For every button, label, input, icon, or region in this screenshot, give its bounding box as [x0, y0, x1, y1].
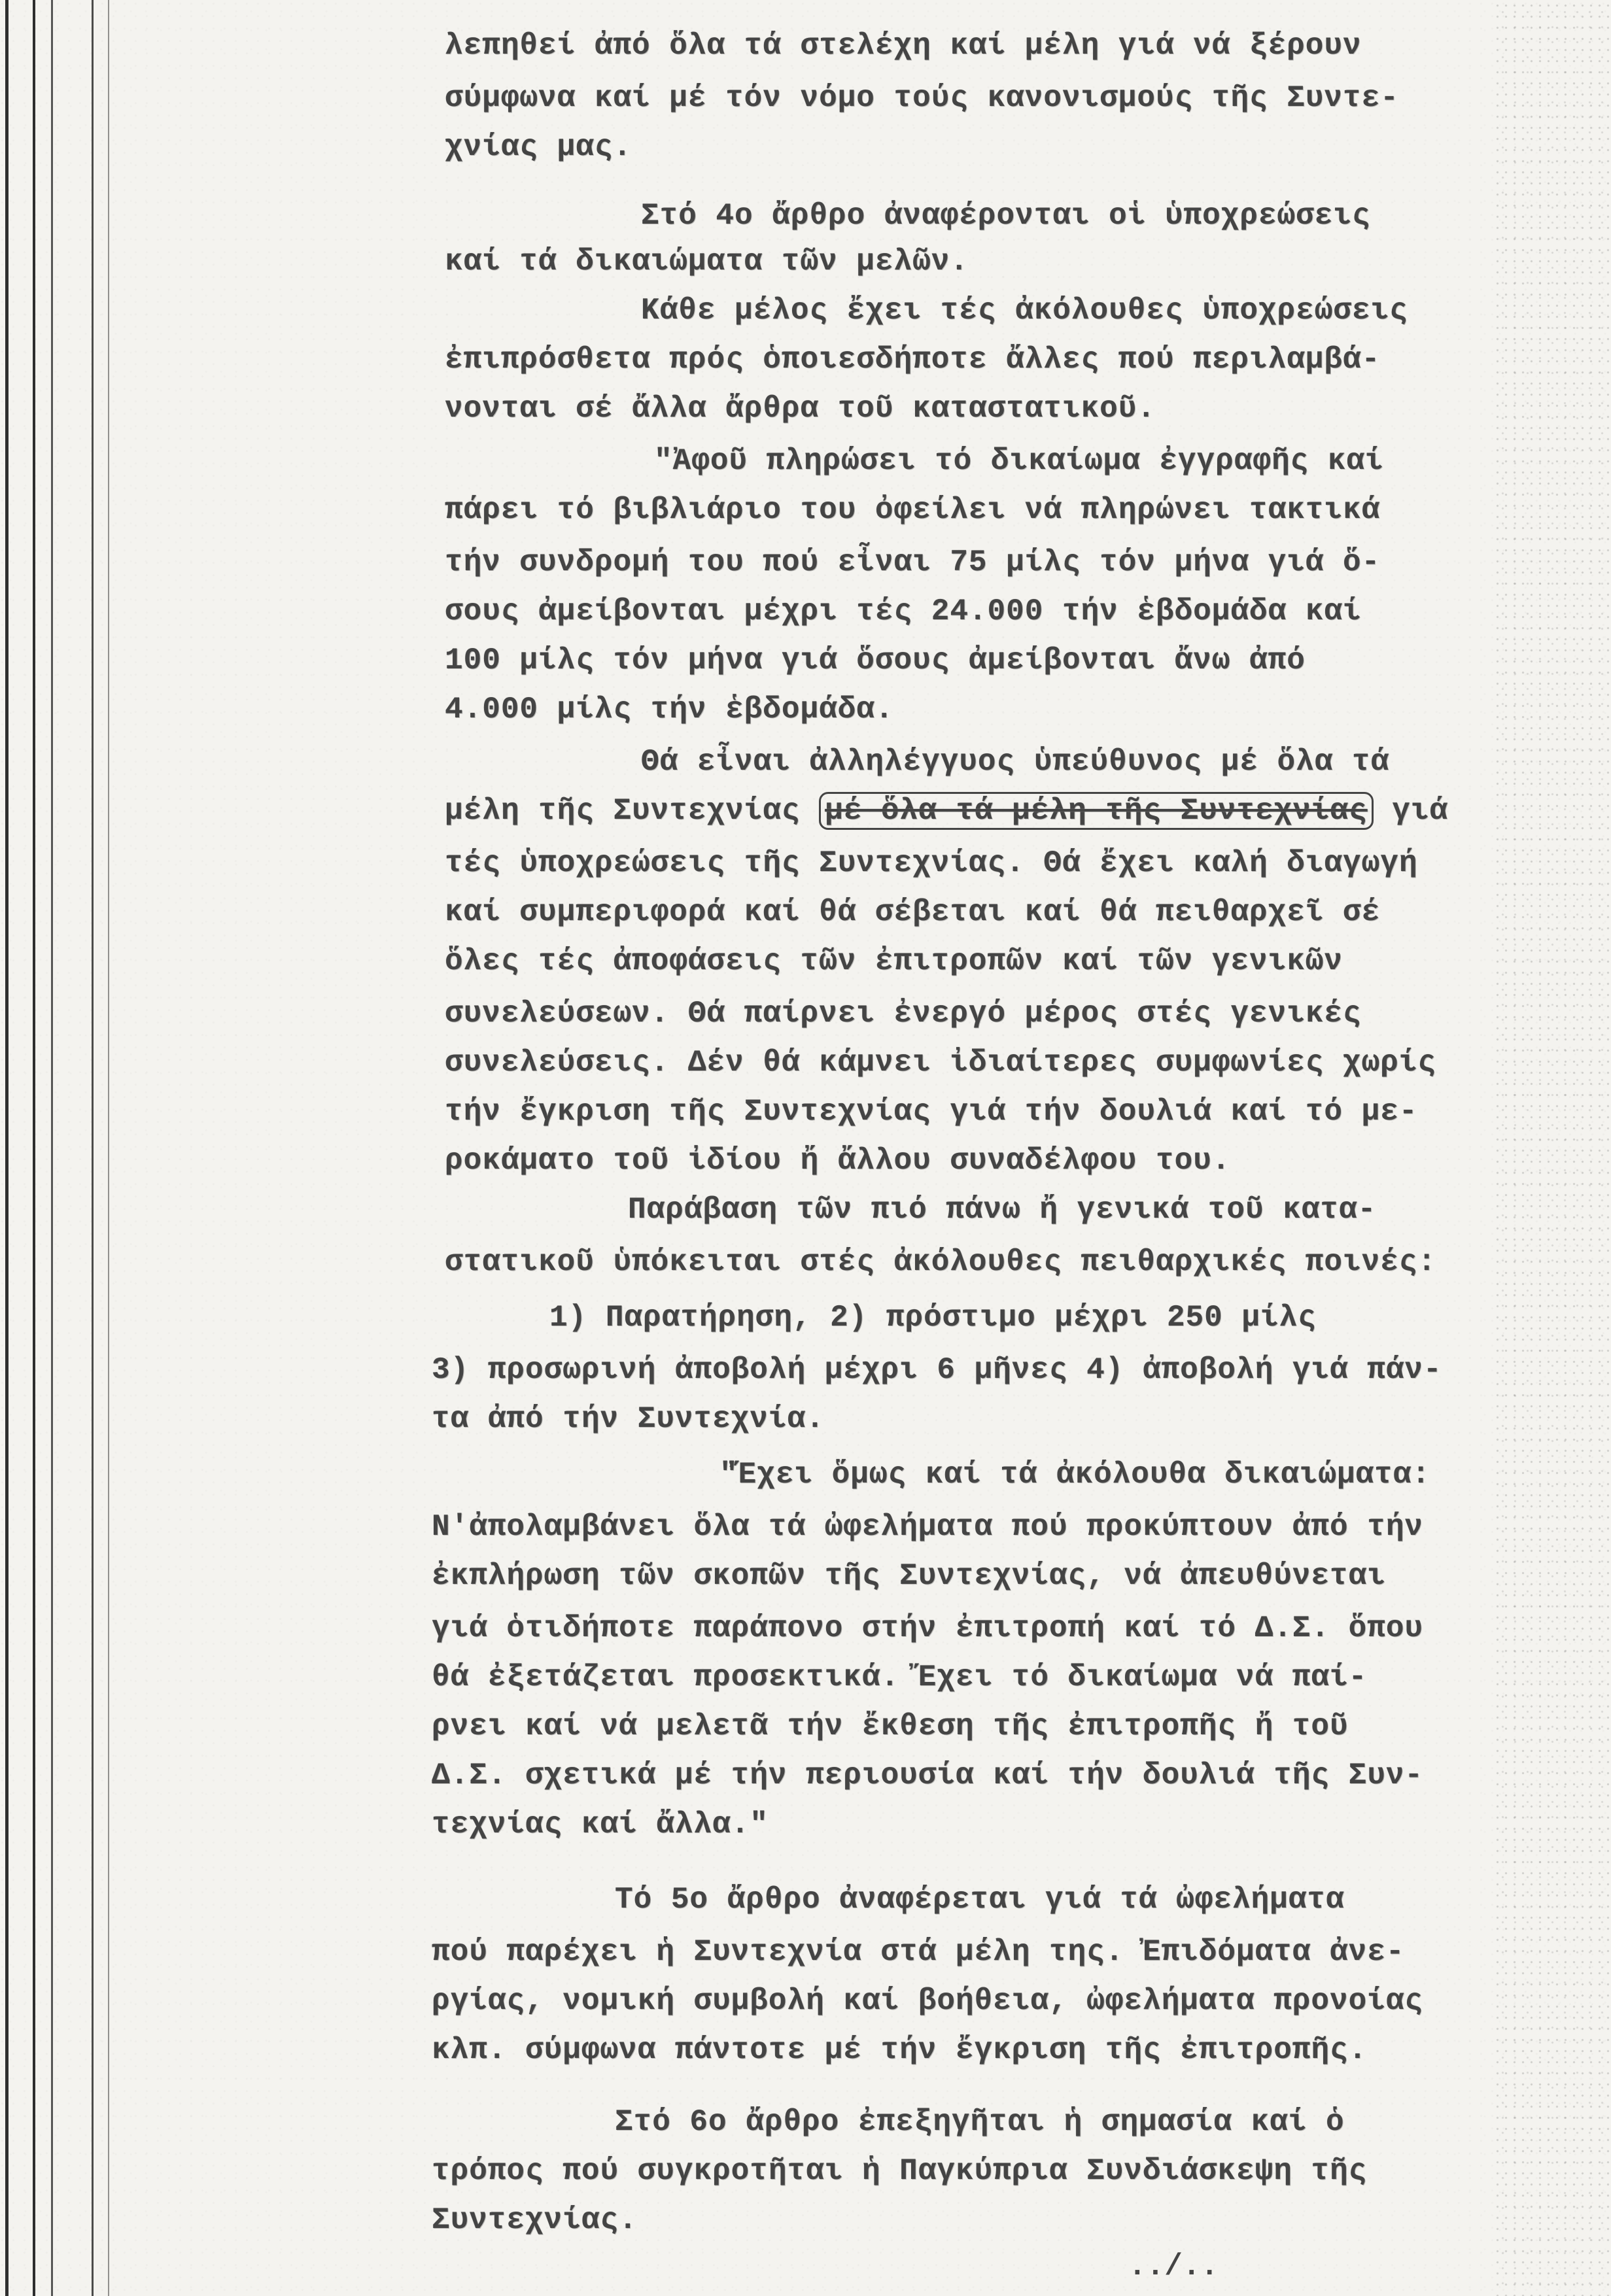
text-line: Παράβαση τῶν πιό πάνω ἤ γενικά τοῦ κατα-	[628, 1193, 1377, 1227]
binding-edge-line	[33, 0, 35, 2296]
text-line: Στό 4ο ἄρθρο ἀναφέρονται οἱ ὑποχρεώσεις	[641, 199, 1371, 233]
text-line: ρνει καί νά μελετᾶ τήν ἔκθεση τῆς ἐπιτροπῆς ἤ τοῦ	[432, 1709, 1349, 1743]
text-span: γιά	[1392, 794, 1449, 828]
text-line: νονται σέ ἄλλα ἄρθρα τοῦ καταστατικοῦ.	[445, 392, 1156, 426]
text-line: ργίας, νομική συμβολή καί βοήθεια, ὠφελήματα προνοίας	[432, 1984, 1424, 2018]
text-line: Τό 5ο ἄρθρο ἀναφέρεται γιά τά ὠφελήματα	[615, 1883, 1345, 1917]
page-continuation-mark: ../..	[1128, 2250, 1219, 2284]
text-line: συνελεύσεων. Θά παίρνει ἐνεργό μέρος στές γενικές	[445, 997, 1362, 1031]
struck-out-text: μέ ὅλα τά μέλη τῆς Συντεχνίας	[819, 792, 1374, 830]
text-line: θά ἐξετάζεται προσεκτικά. Ἔχει τό δικαίωμα νά παί-	[432, 1660, 1368, 1694]
text-line: χνίας μας.	[445, 130, 632, 164]
text-line: 1) Παρατήρηση, 2) πρόστιμο μέχρι 250 μίλς	[549, 1301, 1317, 1335]
text-line: ἐκπλήρωση τῶν σκοπῶν τῆς Συντεχνίας, νά ἀπευθύνεται	[432, 1559, 1386, 1593]
text-line: Κάθε μέλος ἔχει τές ἀκόλουθες ὑποχρεώσεις	[641, 294, 1408, 328]
text-line: "Ἀφοῦ πληρώσει τό δικαίωμα ἐγγραφῆς καί	[654, 444, 1384, 478]
text-line: λεπηθεί ἀπό ὅλα τά στελέχη καί μέλη γιά νά ξέρουν	[445, 29, 1362, 63]
text-line: Ν'ἀπολαμβάνει ὅλα τά ὠφελήματα πού προκύπτουν ἀπό τήν	[432, 1510, 1424, 1544]
text-line: ὅλες τές ἀποφάσεις τῶν ἐπιτροπῶν καί τῶν γενικῶν	[445, 944, 1343, 978]
text-line: πού παρέχει ἡ Συντεχνία στά μέλη της. Ἐπιδόματα ἀνε-	[432, 1935, 1405, 1969]
text-line: ροκάματο τοῦ ἰδίου ἤ ἄλλου συναδέλφου του.	[445, 1144, 1231, 1178]
text-line: τρόπος πού συγκροτῆται ἡ Παγκύπρια Συνδιάσκεψη τῆς	[432, 2154, 1368, 2188]
text-line	[445, 791, 1448, 831]
text-line: καί συμπεριφορά καί θά σέβεται καί θά πειθαρχεῖ σέ	[445, 895, 1381, 929]
text-line: Δ.Σ. σχετικά μέ τήν περιουσία καί τήν δουλιά τῆς Συν-	[432, 1758, 1424, 1792]
text-line: καί τά δικαιώματα τῶν μελῶν.	[445, 245, 969, 279]
binding-edge-line	[5, 0, 9, 2296]
text-line: τεχνίας καί ἄλλα."	[432, 1808, 769, 1842]
text-line: Στό 6ο ἄρθρο ἐπεξηγῆται ἡ σημασία καί ὁ	[615, 2105, 1345, 2139]
text-line: σους ἀμείβονται μέχρι τές 24.000 τήν ἑβδομάδα καί	[445, 594, 1362, 628]
text-line: γιά ὁτιδήποτε παράπονο στήν ἐπιτροπή καί τό Δ.Σ. ὅπου	[432, 1611, 1424, 1645]
text-line: τές ὑποχρεώσεις τῆς Συντεχνίας. Θά ἔχει καλή διαγωγή	[445, 846, 1418, 880]
text-line: 3) προσωρινή ἀποβολή μέχρι 6 μῆνες 4) ἀποβολή γιά πάν-	[432, 1353, 1442, 1387]
text-line: τήν ἔγκριση τῆς Συντεχνίας γιά τήν δουλιά καί τό με-	[445, 1095, 1418, 1129]
binding-edge-line	[92, 0, 94, 2296]
text-line: ἐπιπρόσθετα πρός ὁποιεσδήποτε ἄλλες πού περιλαμβά-	[445, 343, 1381, 377]
text-line: κλπ. σύμφωνα πάντοτε μέ τήν ἔγκριση τῆς ἐπιτροπῆς.	[432, 2033, 1368, 2067]
text-line: σύμφωνα καί μέ τόν νόμο τούς κανονισμούς τῆς Συντε-	[445, 81, 1399, 115]
text-line: τα ἀπό τήν Συντεχνία.	[432, 1402, 825, 1436]
text-line: Θά εἶναι ἀλληλέγγυος ὑπεύθυνος μέ ὅλα τά	[641, 745, 1390, 779]
text-span: μέλη τῆς Συντεχνίας	[445, 794, 801, 828]
text-line: "Ἔχει ὅμως καί τά ἀκόλουθα δικαιώματα:	[719, 1458, 1430, 1492]
text-line: Συντεχνίας.	[432, 2203, 638, 2237]
text-line: 4.000 μίλς τήν ἑβδομάδα.	[445, 693, 894, 727]
text-line: τήν συνδρομή του πού εἶναι 75 μίλς τόν μήνα γιά ὅ-	[445, 545, 1381, 579]
text-line: πάρει τό βιβλιάριο του ὀφείλει νά πληρώνει τακτικά	[445, 493, 1381, 527]
binding-edge-line	[51, 0, 53, 2296]
binding-edge-line	[108, 0, 109, 2296]
text-line: στατικοῦ ὑπόκειται στές ἀκόλουθες πειθαρχικές ποινές:	[445, 1245, 1437, 1279]
text-line: 100 μίλς τόν μήνα γιά ὅσους ἀμείβονται ἄνω ἀπό	[445, 643, 1306, 677]
scan-noise	[1493, 0, 1611, 2296]
text-line: συνελεύσεις. Δέν θά κάμνει ἰδιαίτερες συμφωνίες χωρίς	[445, 1046, 1437, 1080]
